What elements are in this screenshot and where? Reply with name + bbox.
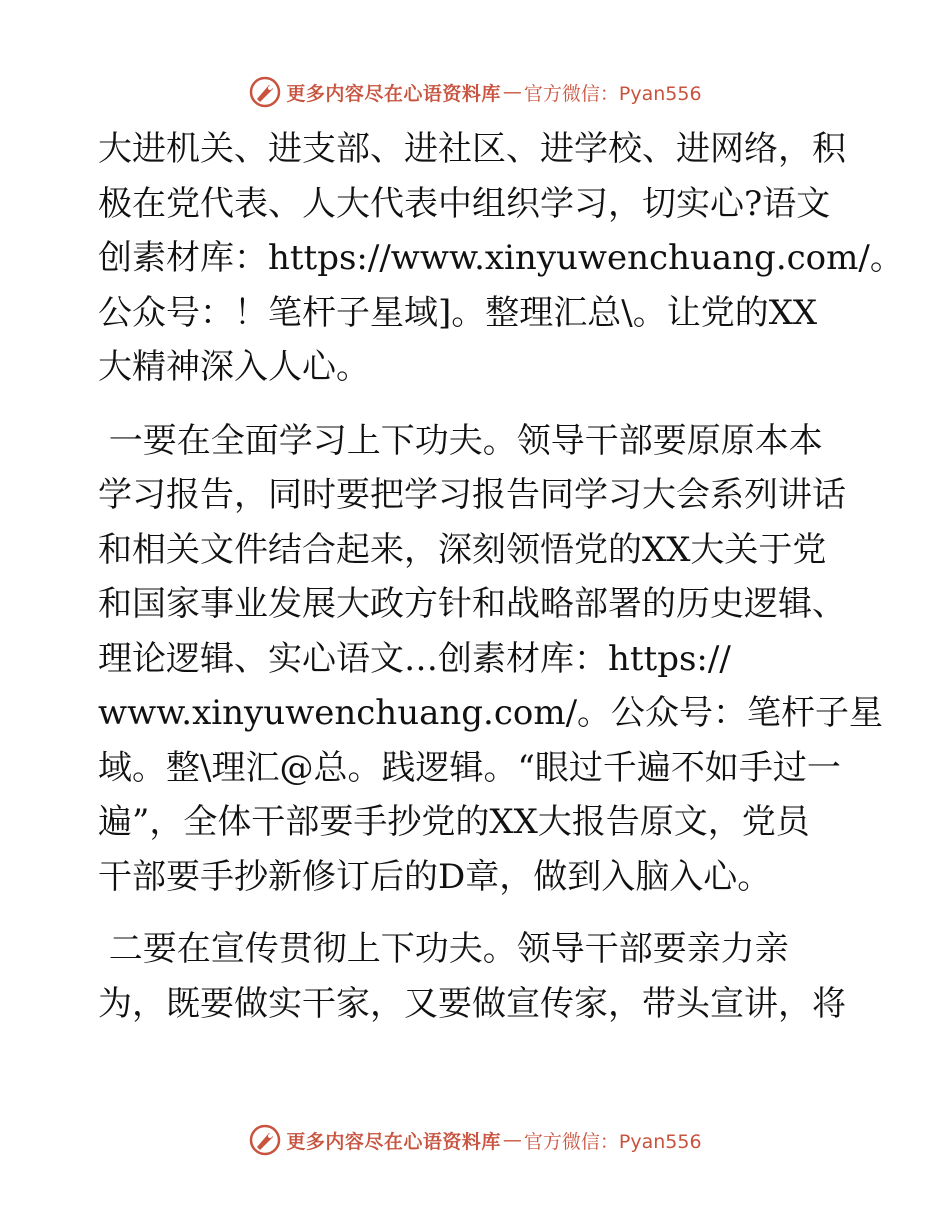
header-watermark xyxy=(0,72,950,112)
text-line: 理论逻辑、实心语文…创素材库：https:// xyxy=(98,638,731,679)
text-line: www.xinyuwenchuang.com/。公众号：笔杆子星 xyxy=(98,693,884,733)
text-line: 干部要手抄新修订后的D章，做到入脑入心。 xyxy=(98,856,772,897)
header-wechat-text: 官方微信：Pyan556 xyxy=(523,82,702,105)
pen-nib-logo-icon xyxy=(248,1123,282,1157)
text-line: 二要在宣传贯彻上下功夫。领导干部要亲力亲 xyxy=(98,929,789,969)
text-line: 学习报告，同时要把学习报告同学习大会系列讲话 xyxy=(98,475,846,515)
pen-nib-logo-icon xyxy=(248,75,282,109)
text-line: 和相关文件结合起来，深刻领悟党的XX大关于党 xyxy=(98,529,827,570)
paragraph-1 xyxy=(98,122,904,395)
paragraph-2 xyxy=(98,414,884,905)
text-line: 一要在全面学习上下功夫。领导干部要原原本本 xyxy=(98,420,823,461)
text-line: 公众号：！笔杆子星域]。整理汇总\。让党的XX xyxy=(98,292,818,333)
document-body xyxy=(98,122,904,1031)
text-line: 大精神深入人心。 xyxy=(98,347,370,387)
footer-separator: — xyxy=(502,1129,522,1151)
text-line: 和国家事业发展大政方针和战略部署的历史逻辑、 xyxy=(98,584,846,624)
text-line: 极在党代表、人大代表中组织学习，切实心?语文 xyxy=(98,183,831,224)
footer-wechat-text: 官方微信：Pyan556 xyxy=(523,1130,702,1153)
footer-watermark xyxy=(0,1120,950,1160)
text-line: 大进机关、进支部、进社区、进学校、进网络，积 xyxy=(98,129,846,169)
text-line: 遍”，全体干部要手抄党的XX大报告原文，党员 xyxy=(98,802,810,842)
footer-site-text: 更多内容尽在心语资料库 xyxy=(286,1130,501,1153)
header-site-text: 更多内容尽在心语资料库 xyxy=(286,82,501,105)
text-line: 域。整\理汇@总。践逻辑。“眼过千遍不如手过一 xyxy=(98,747,841,788)
text-line: 创素材库：https://www.xinyuwenchuang.com/。 xyxy=(98,238,904,278)
paragraph-3 xyxy=(98,922,858,1031)
text-line: 为，既要做实干家，又要做宣传家，带头宣讲，将 xyxy=(98,983,846,1024)
header-separator: — xyxy=(502,81,522,103)
